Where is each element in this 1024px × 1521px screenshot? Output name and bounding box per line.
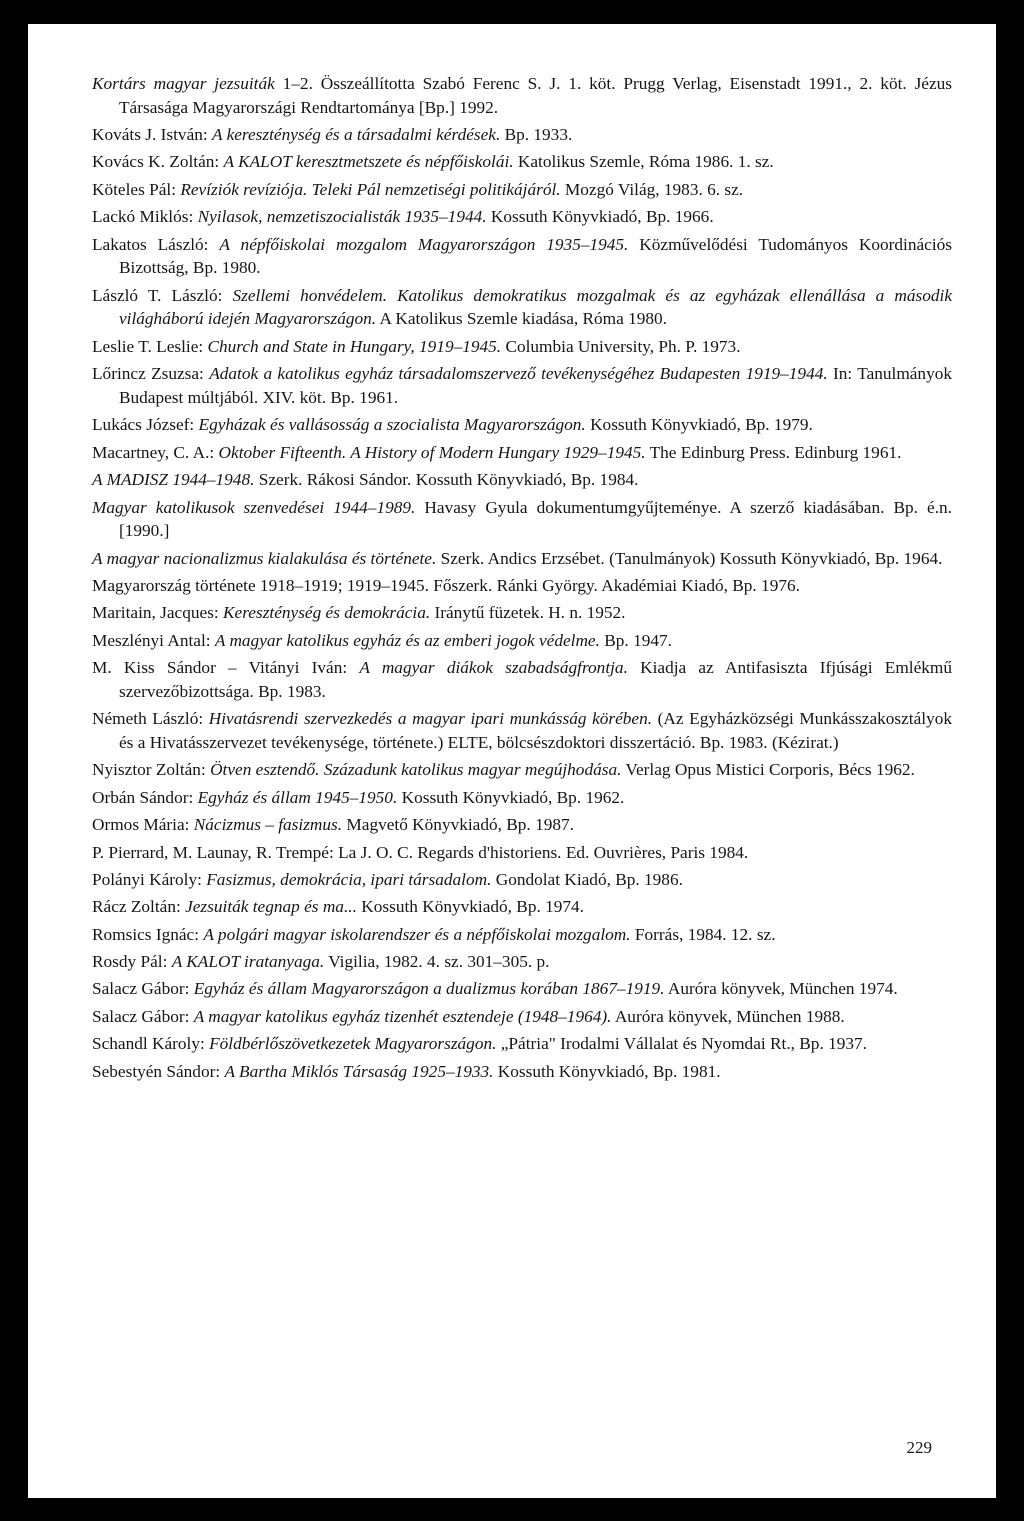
entry-text: Bp. 1933.: [500, 125, 573, 145]
entry-title: A magyar diákok szabadságfrontja.: [359, 658, 628, 678]
bibliography-list: [92, 72, 952, 1087]
entry-text: Schandl Károly:: [92, 1034, 210, 1054]
bibliography-entry: [92, 233, 952, 280]
entry-title: A magyar nacionalizmus kialakulása és története.: [92, 548, 437, 568]
entry-text: Németh László:: [92, 709, 209, 729]
entry-text: Szerk. Andics Erzsébet. (Tanulmányok) Kossuth Könyvkiadó, Bp. 1964.: [436, 548, 943, 568]
entry-text: Kiadja az Antifasiszta Ifjúsági Emlékmű szervezőbizottsága. Bp. 1983.: [119, 658, 952, 701]
entry-text: Leslie T. Leslie:: [92, 336, 208, 356]
entry-text: Kovács K. Zoltán:: [92, 152, 224, 172]
bibliography-entry: [92, 813, 952, 837]
entry-title: Egyház és állam 1945–1950.: [197, 787, 398, 807]
entry-title: A Bartha Miklós Társaság 1925–1933.: [224, 1061, 494, 1081]
entry-title: Church and State in Hungary, 1919–1945.: [207, 336, 502, 356]
entry-text: Sebestyén Sándor:: [92, 1061, 225, 1081]
page-number: 229: [906, 1438, 932, 1457]
entry-text: Kossuth Könyvkiadó, Bp. 1979.: [585, 415, 813, 435]
entry-text: Katolikus Szemle, Róma 1986. 1. sz.: [513, 152, 774, 172]
entry-text: Orbán Sándor:: [92, 787, 198, 807]
bibliography-entry: [92, 1032, 952, 1056]
bibliography-entry: [92, 362, 952, 409]
entry-text: P. Pierrard, M. Launay, R. Trempé: La J. O. C. Regards d'historiens. Ed. Ouvrières, Paris 1984.: [92, 842, 749, 862]
entry-title: Ötven esztendő. Századunk katolikus magyar megújhodása.: [210, 760, 622, 780]
entry-text: Verlag Opus Mistici Corporis, Bécs 1962.: [621, 760, 915, 780]
entry-title: A magyar katolikus egyház és az emberi jogok védelme.: [214, 630, 600, 650]
entry-text: Macartney, C. A.:: [92, 442, 219, 462]
bibliography-entry: [92, 496, 952, 543]
entry-title: Szellemi honvédelem. Katolikus demokratikus mozgalmak és az egyházak ellenállása a második világháború idején Magyarországon.: [119, 285, 953, 329]
entry-text: Ormos Mária:: [92, 815, 194, 835]
entry-text: Gondolat Kiadó, Bp. 1986.: [491, 869, 683, 889]
entry-title: Egyházak és vallásosság a szocialista Magyarországon.: [198, 415, 586, 435]
bibliography-entry: [92, 923, 952, 947]
entry-title: A KALOT keresztmetszete és népfőiskolái.: [223, 152, 514, 172]
entry-title: A magyar katolikus egyház tizenhét esztendeje (1948–1964).: [193, 1006, 612, 1026]
entry-text: Rácz Zoltán:: [92, 897, 186, 917]
entry-text: Kossuth Könyvkiadó, Bp. 1962.: [397, 787, 625, 807]
entry-text: Bp. 1947.: [599, 630, 672, 650]
entry-text: Rosdy Pál:: [92, 952, 172, 972]
bibliography-entry: [92, 656, 952, 703]
entry-title: Adatok a katolikus egyház társadalomszervező tevékenységéhez Budapesten 1919–1944.: [209, 364, 828, 384]
entry-title: Földbérlőszövetkezetek Magyarországon.: [209, 1034, 497, 1054]
entry-text: Nyisztor Zoltán:: [92, 760, 211, 780]
entry-text: (Az Egyházközségi Munkásszakosztályok és a Hivatásszervezet tevékenysége, története.) ELTE, bölcsészdoktori disszertáció. Bp. 1983. (Kézirat.): [119, 709, 952, 752]
entry-text: Maritain, Jacques:: [92, 603, 224, 623]
entry-title: Magyar katolikusok szenvedései 1944–1989.: [92, 497, 416, 517]
entry-text: M. Kiss Sándor – Vitányi Iván:: [92, 658, 360, 678]
bibliography-entry: [92, 441, 952, 465]
entry-title: A népfőiskolai mozgalom Magyarországon 1935–1945.: [219, 234, 629, 254]
entry-title: Hivatásrendi szervezkedés a magyar ipari munkásság körében.: [208, 709, 653, 729]
entry-title: Jezsuiták tegnap és ma...: [185, 897, 357, 917]
entry-title: A polgári magyar iskolarendszer és a népfőiskolai mozgalom.: [203, 924, 631, 944]
entry-text: Lukács József:: [92, 415, 199, 435]
entry-text: Auróra könyvek, München 1988.: [611, 1006, 845, 1026]
entry-text: 1–2. Összeállította Szabó Ferenc S. J. 1. köt. Prugg Verlag, Eisenstadt 1991., 2. köt. Jézus Társasága Magyarországi Rendtartománya [Bp.] 1992.: [119, 74, 952, 117]
entry-title: Revíziók revíziója. Teleki Pál nemzetiségi politikájáról.: [180, 179, 561, 199]
entry-text: Lőrincz Zsuzsa:: [92, 364, 210, 384]
entry-text: In: Tanulmányok Budapest múltjából. XIV. köt. Bp. 1961.: [119, 364, 952, 407]
entry-text: Iránytű füzetek. H. n. 1952.: [430, 603, 626, 623]
entry-title: Nyilasok, nemzetiszocialisták 1935–1944.: [197, 207, 487, 227]
entry-text: Romsics Ignác:: [92, 924, 204, 944]
bibliography-entry: [92, 178, 952, 202]
entry-title: A KALOT iratanyaga.: [171, 952, 325, 972]
bibliography-entry: [92, 950, 952, 974]
entry-text: Lakatos László:: [92, 234, 220, 254]
entry-text: Magyarország története 1918–1919; 1919–1945. Főszerk. Ránki György. Akadémiai Kiadó, Bp. 1976.: [92, 575, 800, 595]
entry-text: Vigilia, 1982. 4. sz. 301–305. p.: [324, 952, 550, 972]
entry-text: Szerk. Rákosi Sándor. Kossuth Könyvkiadó, Bp. 1984.: [254, 470, 639, 490]
bibliography-entry: [92, 150, 952, 174]
entry-text: Közművelődési Tudományos Koordinációs Bizottság, Bp. 1980.: [119, 234, 952, 278]
bibliography-entry: [92, 1005, 952, 1029]
entry-text: Havasy Gyula dokumentumgyűjteménye. A szerző kiadásában. Bp. é.n. [1990.]: [119, 497, 952, 541]
entry-text: Kossuth Könyvkiadó, Bp. 1974.: [356, 897, 584, 917]
entry-title: Nácizmus – fasizmus.: [193, 815, 343, 835]
entry-text: The Edinburg Press. Edinburg 1961.: [645, 442, 902, 462]
bibliography-entry: [92, 758, 952, 782]
entry-title: Kereszténység és demokrácia.: [223, 603, 431, 623]
bibliography-entry: [92, 841, 952, 865]
entry-text: Kováts J. István:: [92, 125, 212, 145]
bibliography-entry: [92, 574, 952, 598]
entry-title: Fasizmus, demokrácia, ipari társadalom.: [206, 869, 492, 889]
entry-text: Salacz Gábor:: [92, 979, 194, 999]
entry-title: Kortárs magyar jezsuiták: [92, 74, 275, 93]
bibliography-entry: [92, 977, 952, 1001]
entry-text: Forrás, 1984. 12. sz.: [630, 924, 776, 944]
bibliography-entry: [92, 629, 952, 653]
entry-text: Polányi Károly:: [92, 869, 207, 889]
entry-title: A kereszténység és a társadalmi kérdések.: [212, 125, 501, 145]
bibliography-entry: [92, 413, 952, 437]
entry-text: László T. László:: [92, 285, 233, 305]
bibliography-entry: [92, 786, 952, 810]
entry-title: A MADISZ 1944–1948.: [92, 470, 255, 490]
bibliography-entry: [92, 868, 952, 892]
bibliography-entry: [92, 72, 952, 119]
bibliography-entry: [92, 284, 952, 331]
bibliography-entry: [92, 895, 952, 919]
entry-text: Salacz Gábor:: [92, 1006, 194, 1026]
bibliography-entry: [92, 335, 952, 359]
bibliography-entry: [92, 123, 952, 147]
entry-text: Auróra könyvek, München 1974.: [664, 979, 898, 999]
entry-text: „Pátria" Irodalmi Vállalat és Nyomdai Rt., Bp. 1937.: [496, 1034, 867, 1054]
entry-text: Columbia University, Ph. P. 1973.: [501, 336, 741, 356]
bibliography-entry: [92, 468, 952, 492]
entry-text: Köteles Pál:: [92, 179, 181, 199]
bibliography-entry: [92, 707, 952, 754]
entry-text: Kossuth Könyvkiadó, Bp. 1981.: [493, 1061, 721, 1081]
entry-text: Mozgó Világ, 1983. 6. sz.: [560, 179, 744, 199]
bibliography-entry: [92, 205, 952, 229]
bibliography-entry: [92, 1060, 952, 1084]
entry-text: Kossuth Könyvkiadó, Bp. 1966.: [486, 207, 714, 227]
bibliography-entry: [92, 547, 952, 571]
bibliography-entry: [92, 601, 952, 625]
entry-text: Magvető Könyvkiadó, Bp. 1987.: [342, 815, 574, 835]
entry-text: A Katolikus Szemle kiadása, Róma 1980.: [376, 309, 667, 329]
entry-title: Oktober Fifteenth. A History of Modern Hungary 1929–1945.: [218, 442, 646, 462]
entry-text: Meszlényi Antal:: [92, 630, 215, 650]
entry-title: Egyház és állam Magyarországon a dualizmus korában 1867–1919.: [193, 979, 665, 999]
entry-text: Lackó Miklós:: [92, 207, 198, 227]
